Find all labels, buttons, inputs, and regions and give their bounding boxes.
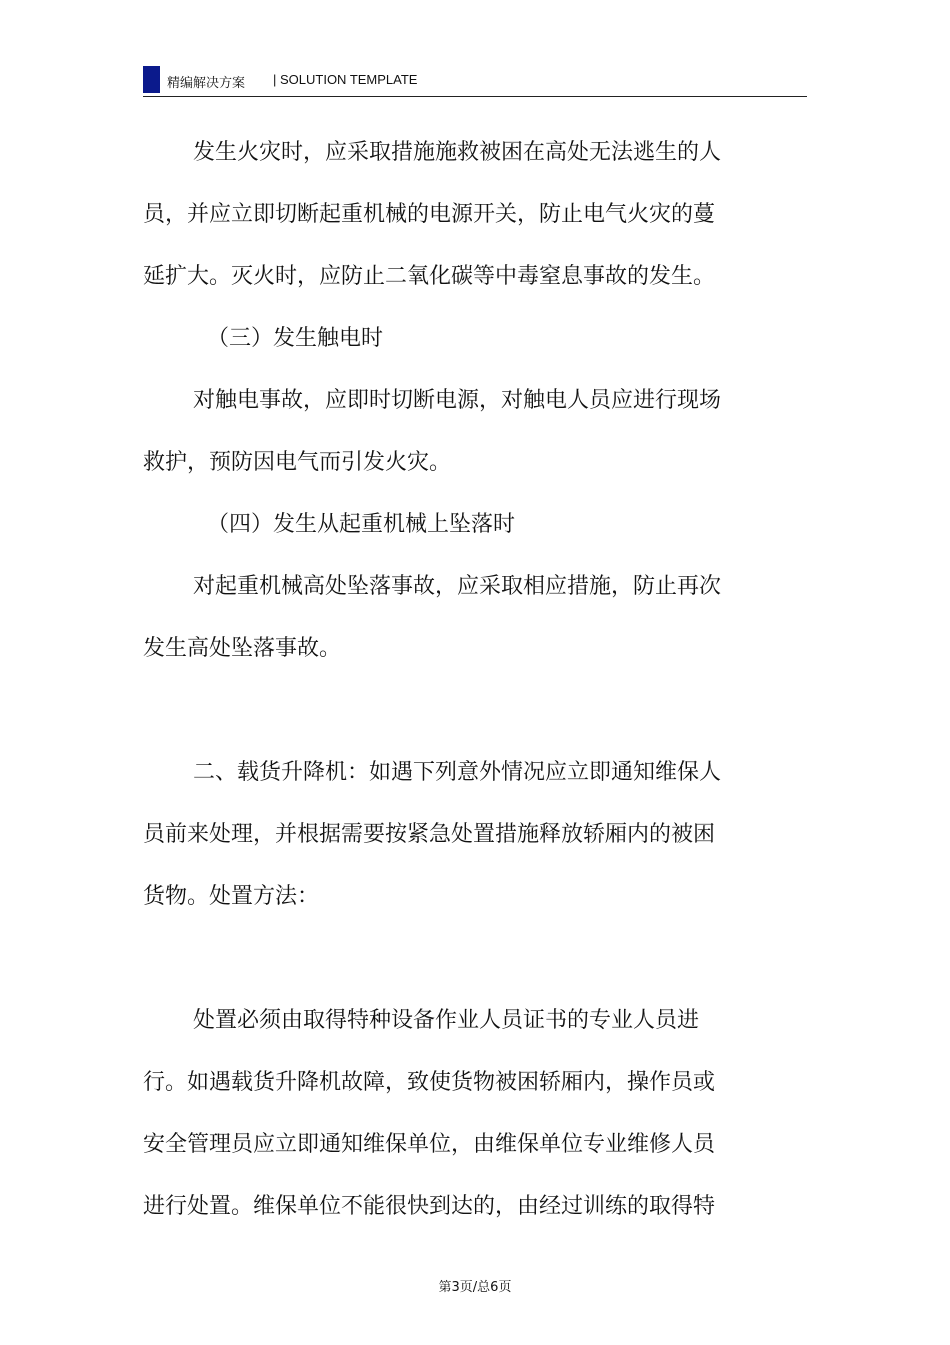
paragraph-line: 行。如遇载货升降机故障，致使货物被困轿厢内，操作员或 — [143, 1070, 716, 1095]
paragraph-line: 处置必须由取得特种设备作业人员证书的专业人员进 — [193, 1008, 700, 1033]
paragraph-line: 货物。处置方法： — [143, 884, 320, 909]
header-brand: 精编解决方案 — [167, 76, 246, 91]
paragraph-line: 进行处置。维保单位不能很快到达的，由经过训练的取得特 — [143, 1194, 716, 1219]
paragraph-line: 员前来处理，并根据需要按紧急处置措施释放轿厢内的被困 — [143, 822, 716, 847]
document-body — [143, 122, 749, 1238]
blank-line — [143, 680, 749, 742]
paragraph-line: 发生高处坠落事故。 — [143, 636, 342, 661]
section-heading: （四）发生从起重机械上坠落时 — [207, 512, 516, 537]
paragraph-line: 员，并应立即切断起重机械的电源开关，防止电气火灾的蔓 — [143, 202, 716, 227]
paragraph-line: 对起重机械高处坠落事故，应采取相应措施，防止再次 — [193, 574, 722, 599]
header-tagline: | SOLUTION TEMPLATE — [273, 72, 418, 87]
page-header — [143, 66, 807, 97]
section-heading: （三）发生触电时 — [207, 326, 384, 351]
brand-logo — [143, 66, 160, 93]
paragraph-line: 对触电事故，应即时切断电源，对触电人员应进行现场 — [193, 388, 722, 413]
paragraph-line: 救护，预防因电气而引发火灾。 — [143, 450, 452, 475]
paragraph-line: 二、载货升降机：如遇下列意外情况应立即通知维保人 — [193, 760, 722, 785]
paragraph-line: 安全管理员应立即通知维保单位，由维保单位专业维修人员 — [143, 1132, 716, 1157]
paragraph-line: 发生火灾时，应采取措施施救被困在高处无法逃生的人 — [193, 140, 722, 165]
paragraph-line: 延扩大。灭火时，应防止二氧化碳等中毒窒息事故的发生。 — [143, 264, 716, 289]
page-number: 第3页/总6页 — [438, 1280, 512, 1295]
blank-line — [143, 928, 749, 990]
